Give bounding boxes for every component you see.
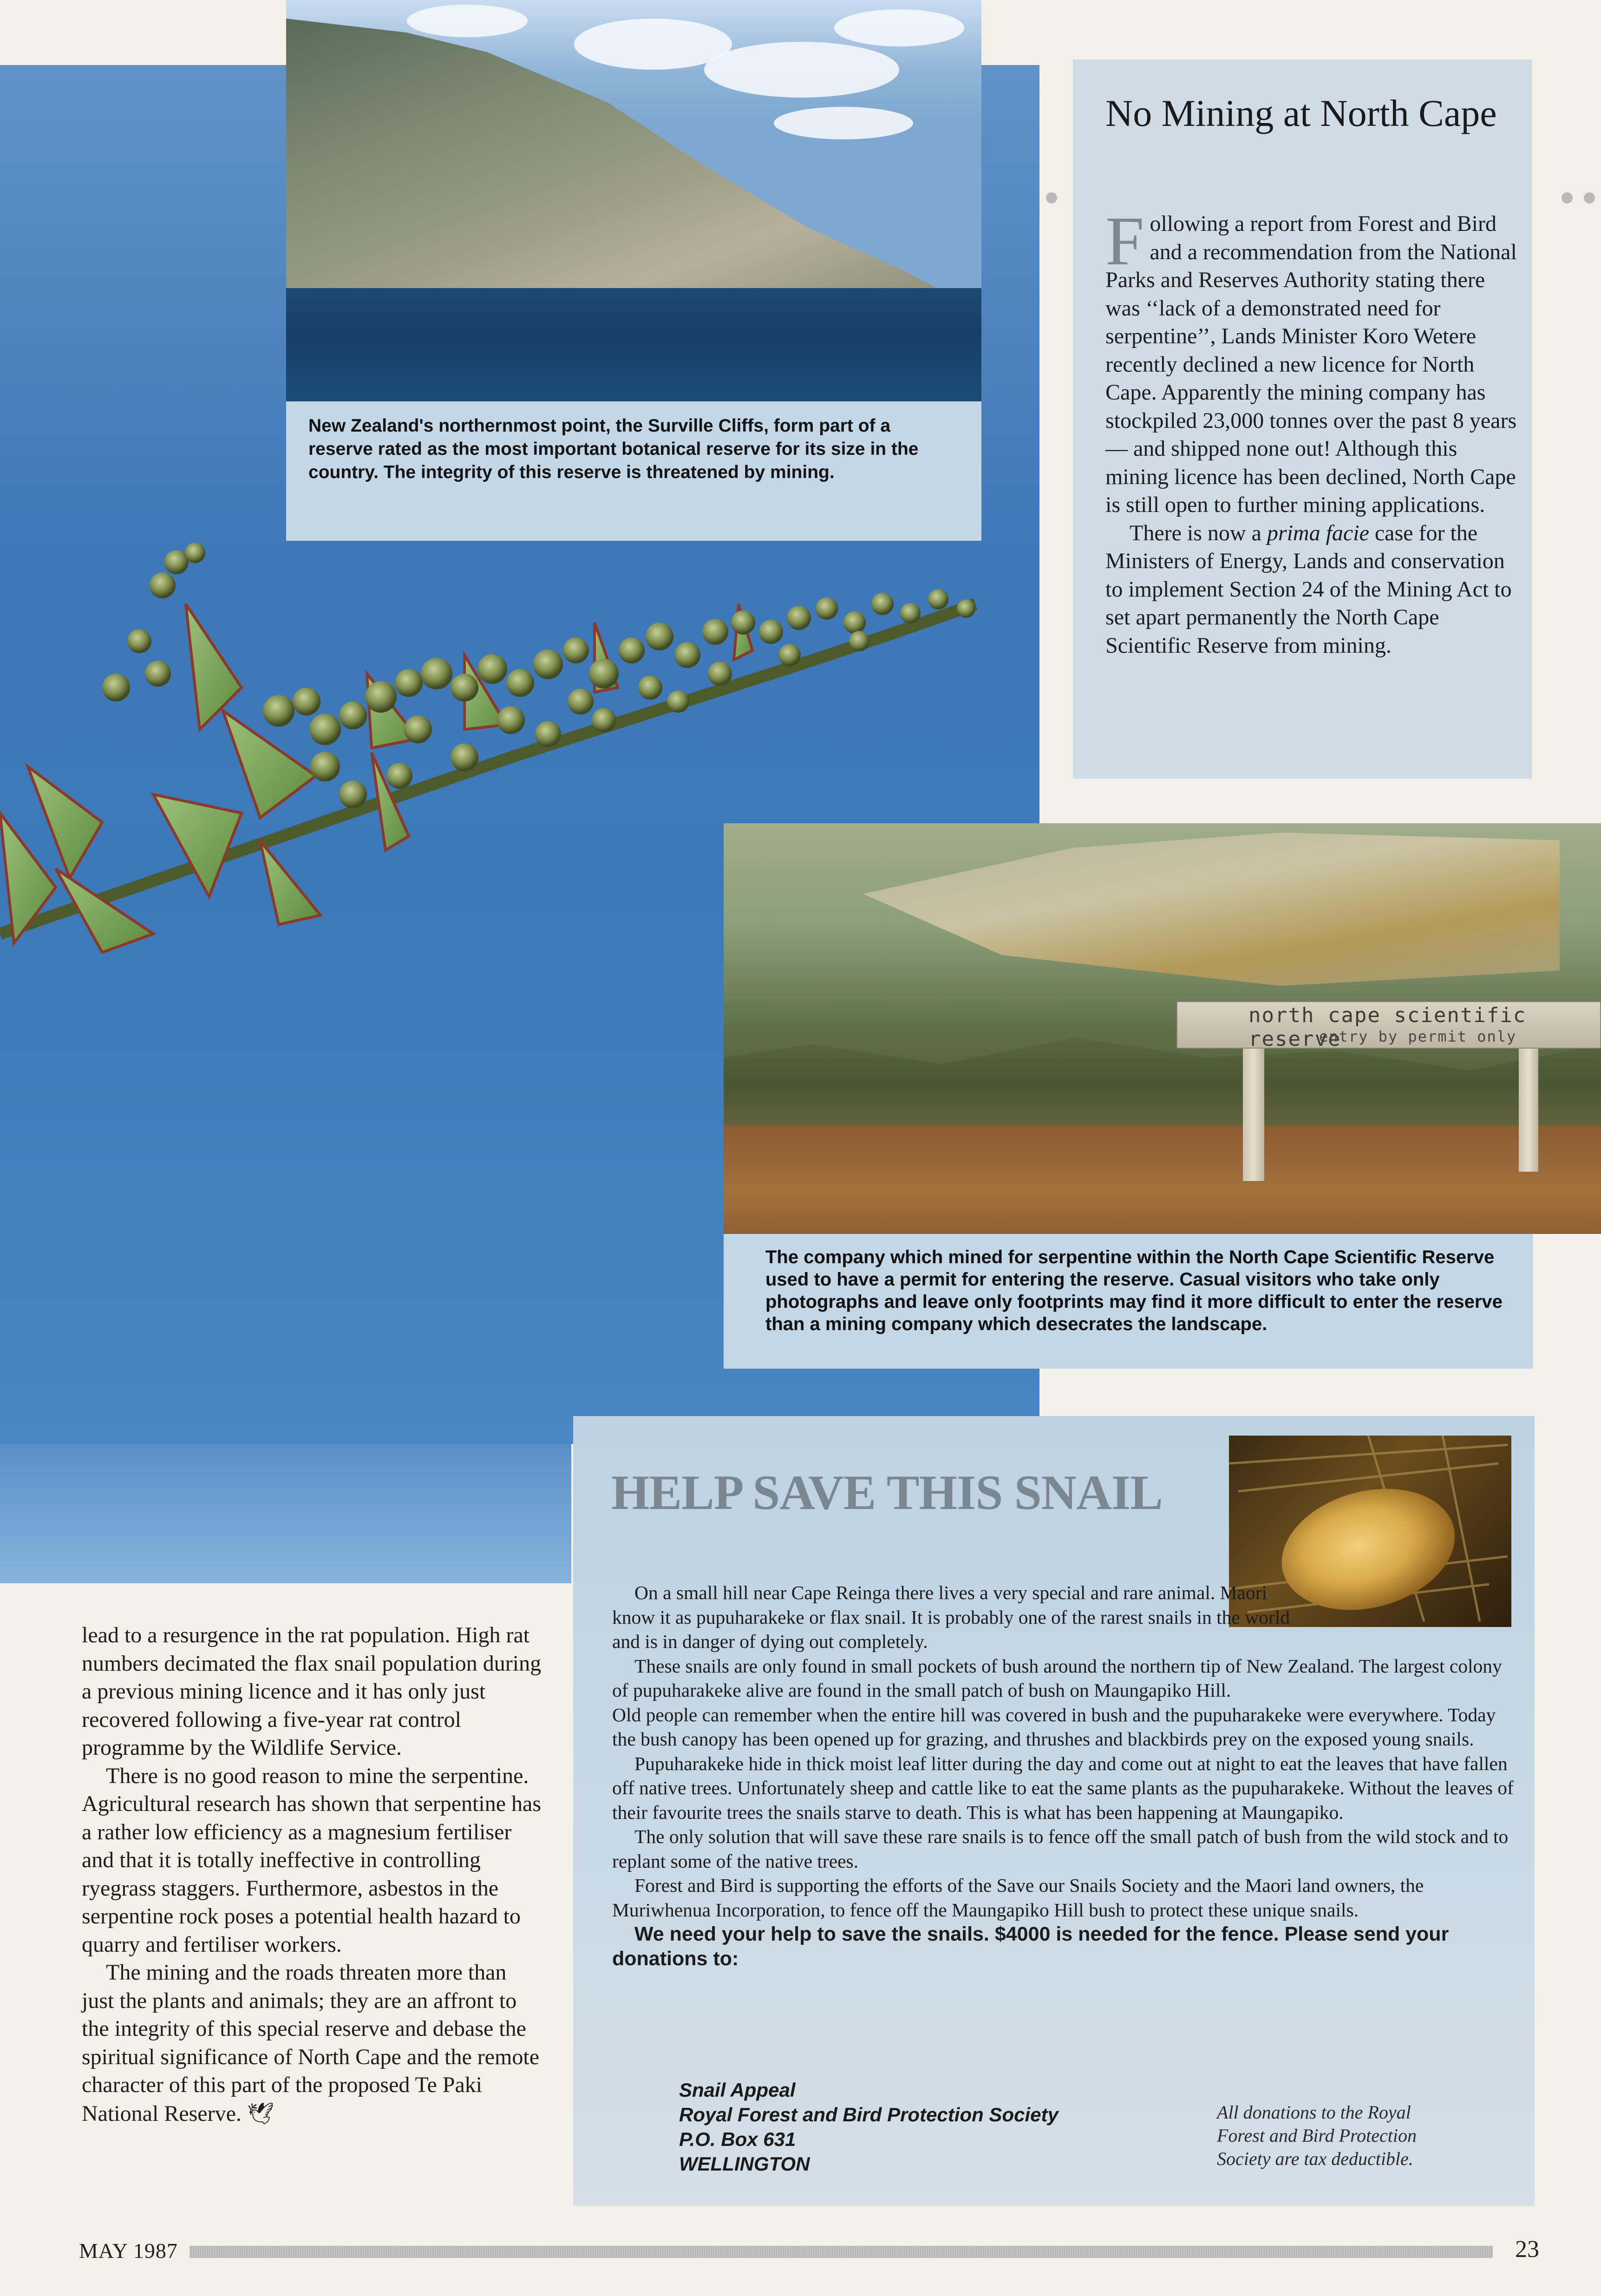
tax-deductible-note — [1217, 2101, 1533, 2171]
bullet-dot — [1584, 192, 1595, 203]
donation-address — [679, 2078, 1097, 2176]
issue-date: MAY 1987 — [79, 2239, 178, 2263]
snail-appeal-request: We need your help to save the snails. $4000 is needed for the fence. Please send your donations to: — [612, 1923, 1449, 1970]
sign-text-line-2: entry by permit only — [1319, 1028, 1517, 1045]
tax-note-line: All donations to the Royal — [1217, 2102, 1411, 2123]
reserve-sign-photo — [724, 823, 1601, 1234]
snail-para-5: The only solution that will save these rare snails is to fence off the small patch of bush from the wild stock and to replant some of the native trees. — [612, 1826, 1509, 1872]
snail-appeal-body — [612, 1581, 1518, 1971]
cliff-photo-caption: New Zealand's northernmost point, the Surville Cliffs, form part of a reserve rated as the most important botanical reserve for its size in the country. The integrity of this reserve is threatened by mining. — [308, 416, 919, 482]
left-para-3: The mining and the roads threaten more than just the plants and animals; they are an affront to the integrity of this special reserve and debase the spiritual significance of North Cape and the remote character of this part of the proposed Te Paki National Reserve. — [82, 1960, 540, 2126]
surville-cliffs-photo — [286, 0, 981, 401]
north-cape-title: No Mining at North Cape — [1105, 92, 1497, 134]
snail-para-1: On a small hill near Cape Reinga there lives a very special and rare animal. Maori know it as pupuharakeke or flax snail. It is probably one of the rarest snails in the world and is in danger of dying out completely. — [612, 1582, 1290, 1652]
address-line: WELLINGTON — [679, 2153, 810, 2175]
address-line: P.O. Box 631 — [679, 2128, 796, 2150]
bullet-dot — [1046, 192, 1057, 203]
drop-cap: F — [1105, 203, 1144, 280]
bird-icon: 🕊︎ — [247, 2100, 274, 2126]
snail-para-4: Pupuharakeke hide in thick moist leaf litter during the day and come out at night to eat the leaves that have fallen off native trees. Unfortunately sheep and cattle like to eat the same plants as the pupuharakeke. Without the leaves of their favourite trees the snails starve to death. This is what has been happening at Maungapiko. — [612, 1752, 1514, 1823]
sign-photo-caption: The company which mined for serpentine within the North Cape Scientific Reserve used to have a permit for entering the reserve. Casual visitors who take only photographs and leave only footprints may find it more difficult to enter the reserve than a mining company which desecrates the landscape. — [765, 1247, 1503, 1334]
north-cape-para-2: There is now a — [1130, 520, 1267, 545]
tax-note-line: Forest and Bird Protection — [1217, 2125, 1417, 2146]
footer-rule — [190, 2246, 1493, 2258]
north-cape-body — [1105, 203, 1517, 660]
address-line: Snail Appeal — [679, 2079, 796, 2101]
address-line: Royal Forest and Bird Protection Society — [679, 2104, 1059, 2125]
snail-para-6: Forest and Bird is supporting the efforts of the Save our Snails Society and the Maori land owners, the Muriwhenua Incorporation, to fence off the Maungapiko Hill bush to protect these unique snails. — [612, 1875, 1424, 1921]
left-para-2: There is no good reason to mine the serpentine. Agricultural research has shown that serpentine has a rather low efficiency as a magnesium fertiliser and that it is totally ineffective in controlling ryegrass staggers. Furthermore, asbestos in the serpentine rock poses a potential health hazard to quarry and fertiliser workers. — [82, 1763, 541, 1957]
sky-background-lower — [0, 1444, 571, 1583]
tax-note-line: Society are tax deductible. — [1217, 2148, 1413, 2169]
italic-term: prima facie — [1267, 520, 1369, 545]
snail-para-3: Old people can remember when the entire hill was covered in bush and the pupuharakeke were everywhere. Today the bush canopy has been opened up for grazing, and thrushes and blackbirds prey on the exposed young snails. — [612, 1704, 1496, 1750]
north-cape-para-1: ollowing a report from Forest and Bird and a recommendation from the National Parks and Reserves Authority stating there was ‘‘lack of a demonstrated need for serpentine’’, Lands Minister Koro Wetere recently declined a new licence for North Cape. Apparently the mining company has stockpiled 23,000 tonnes over the past 8 years — and shipped none out! Although this mining licence has been declined, North Cape is still open to further mining applications. — [1105, 211, 1517, 517]
article-continuation — [82, 1621, 542, 2128]
snail-appeal-title: HELP SAVE THIS SNAIL — [611, 1465, 1163, 1520]
snail-para-2: These snails are only found in small pockets of bush around the northern tip of New Zealand. The largest colony of pupuharakeke alive are found in the small patch of bush on Maungapiko Hill. — [612, 1655, 1502, 1701]
left-para-1: lead to a resurgence in the rat population. High rat numbers decimated the flax snail population during a previous mining licence and it has only just recovered following a five-year rat control programme by the Wildlife Service. — [82, 1623, 542, 1760]
page-number: 23 — [1515, 2236, 1539, 2263]
sign-text-line-1: north cape scientific reserve — [1248, 1004, 1527, 1051]
bullet-dot — [1562, 192, 1573, 203]
north-cape-para-2-end: case for the Ministers of Energy, Lands and conservation to implement Section 24 of the Mining Act to set apart permanently the North Cape Scientific Reserve from mining. — [1105, 520, 1512, 658]
